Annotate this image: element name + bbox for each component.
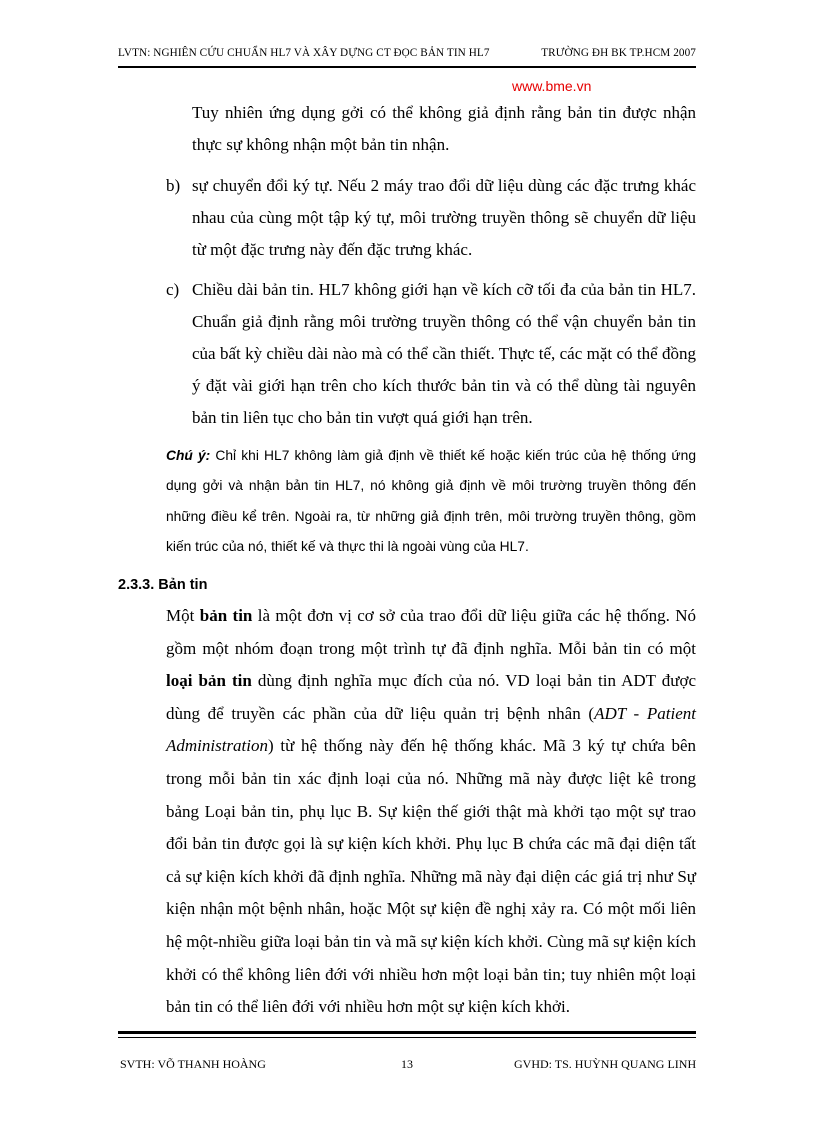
note-paragraph: [166, 441, 696, 562]
section-text-3: dùng định nghĩa mục đích của nó. VD loại bản tin ADT được dùng để truyền các phần của dữ liệu quản trị bệnh nhân (: [166, 671, 697, 723]
term-loai-ban-tin: loại bản tin: [166, 671, 252, 691]
header-school: TRƯỜNG ĐH BK TP.HCM 2007: [541, 47, 696, 59]
term-ban-tin: bản tin: [199, 606, 253, 625]
section-paragraph: [166, 600, 696, 1024]
header-title: LVTN: NGHIÊN CỨU CHUẨN HL7 VÀ XÂY DỰNG CT ĐỌC BẢN TIN HL7: [118, 47, 490, 59]
list-item-c-text: Chiều dài bản tin. HL7 không giới hạn về kích cỡ tối đa của bản tin HL7. Chuẩn giả định rằng môi trường truyền thông có thể vận chuyển bản tin của bất kỳ chiều dài nào mà có thể cần thiết. Thực tế, các mặt có thể đồng ý đặt vài giới hạn trên cho kích thước bản tin và có thể dùng tài nguyên bản tin liên tục cho bản tin vượt quá giới hạn trên.: [192, 280, 696, 427]
term-adt: ADT - Patient Administration: [166, 703, 696, 756]
intro-paragraph: Tuy nhiên ứng dụng gởi có thể không giả định rằng bản tin được nhận thực sự không nhận một bản tin nhận.: [192, 103, 696, 154]
list-item-c-label: c): [166, 280, 180, 299]
page-number: 13: [401, 1057, 413, 1071]
section-text-1: Một: [166, 606, 195, 625]
note-label: Chú ý:: [166, 448, 211, 463]
footer-rule-thin: [118, 1037, 696, 1038]
header-rule: [118, 66, 696, 68]
footer-rule-thick: [118, 1031, 696, 1034]
footer-student: SVTH: VÕ THANH HOÀNG: [120, 1057, 266, 1071]
running-header: [118, 47, 696, 59]
section-heading: 2.3.3. Bản tin: [118, 577, 208, 593]
list-item-b-label: b): [166, 176, 181, 195]
section-text-2: là một đơn vị cơ sở của trao đổi dữ liệu giữa các hệ thống. Nó gồm một nhóm đoạn trong một trình tự đã định nghĩa. Mỗi bản tin có một: [166, 606, 697, 658]
footer-advisor: GVHD: TS. HUỲNH QUANG LINH: [514, 1057, 697, 1071]
list-item-b-text: sự chuyển đổi ký tự. Nếu 2 máy trao đổi dữ liệu dùng các đặc trưng khác nhau của cùng một tập ký tự, môi trường truyền thông sẽ chuyển dữ liệu từ một đặc trưng này đến đặc trưng khác.: [192, 176, 696, 259]
website-link[interactable]: www.bme.vn: [512, 78, 592, 94]
section-text-4: ) từ hệ thống này đến hệ thống khác. Mã 3 ký tự chứa bên trong mỗi bản tin xác định loại của nó. Những mã này được liệt kê trong bảng Loại bản tin, phụ lục B. Sự kiện thế giới thật mà khởi tạo một sự trao đổi bản tin được gọi là sự kiện kích khởi. Phụ lục B chứa các mã đại diện tất cả sự kiện kích khởi đã định nghĩa. Những mã này đại diện các giá trị như Sự kiện nhận một bệnh nhân, hoặc Một sự kiện đề nghị xảy ra. Có một mối liên hệ một-nhiều giữa loại bản tin và mã sự kiện kích khởi. Cùng mã sự kiện kích khởi có thể không liên đới với nhiều hơn một loại bản tin; tuy nhiên một loại bản tin có thể liên đới với nhiều hơn một sự kiện kích khởi.: [166, 736, 697, 1017]
note-text: Chỉ khi HL7 không làm giả định về thiết kế hoặc kiến trúc của hệ thống ứng dụng gởi và nhận bản tin HL7, nó không giả định về môi trường truyền thông đến những điều kể trên. Ngoài ra, từ những giả định trên, môi trường truyền thông, gồm kiến trúc của nó, thiết kế và thực thi là ngoài vùng của HL7.: [166, 448, 696, 554]
